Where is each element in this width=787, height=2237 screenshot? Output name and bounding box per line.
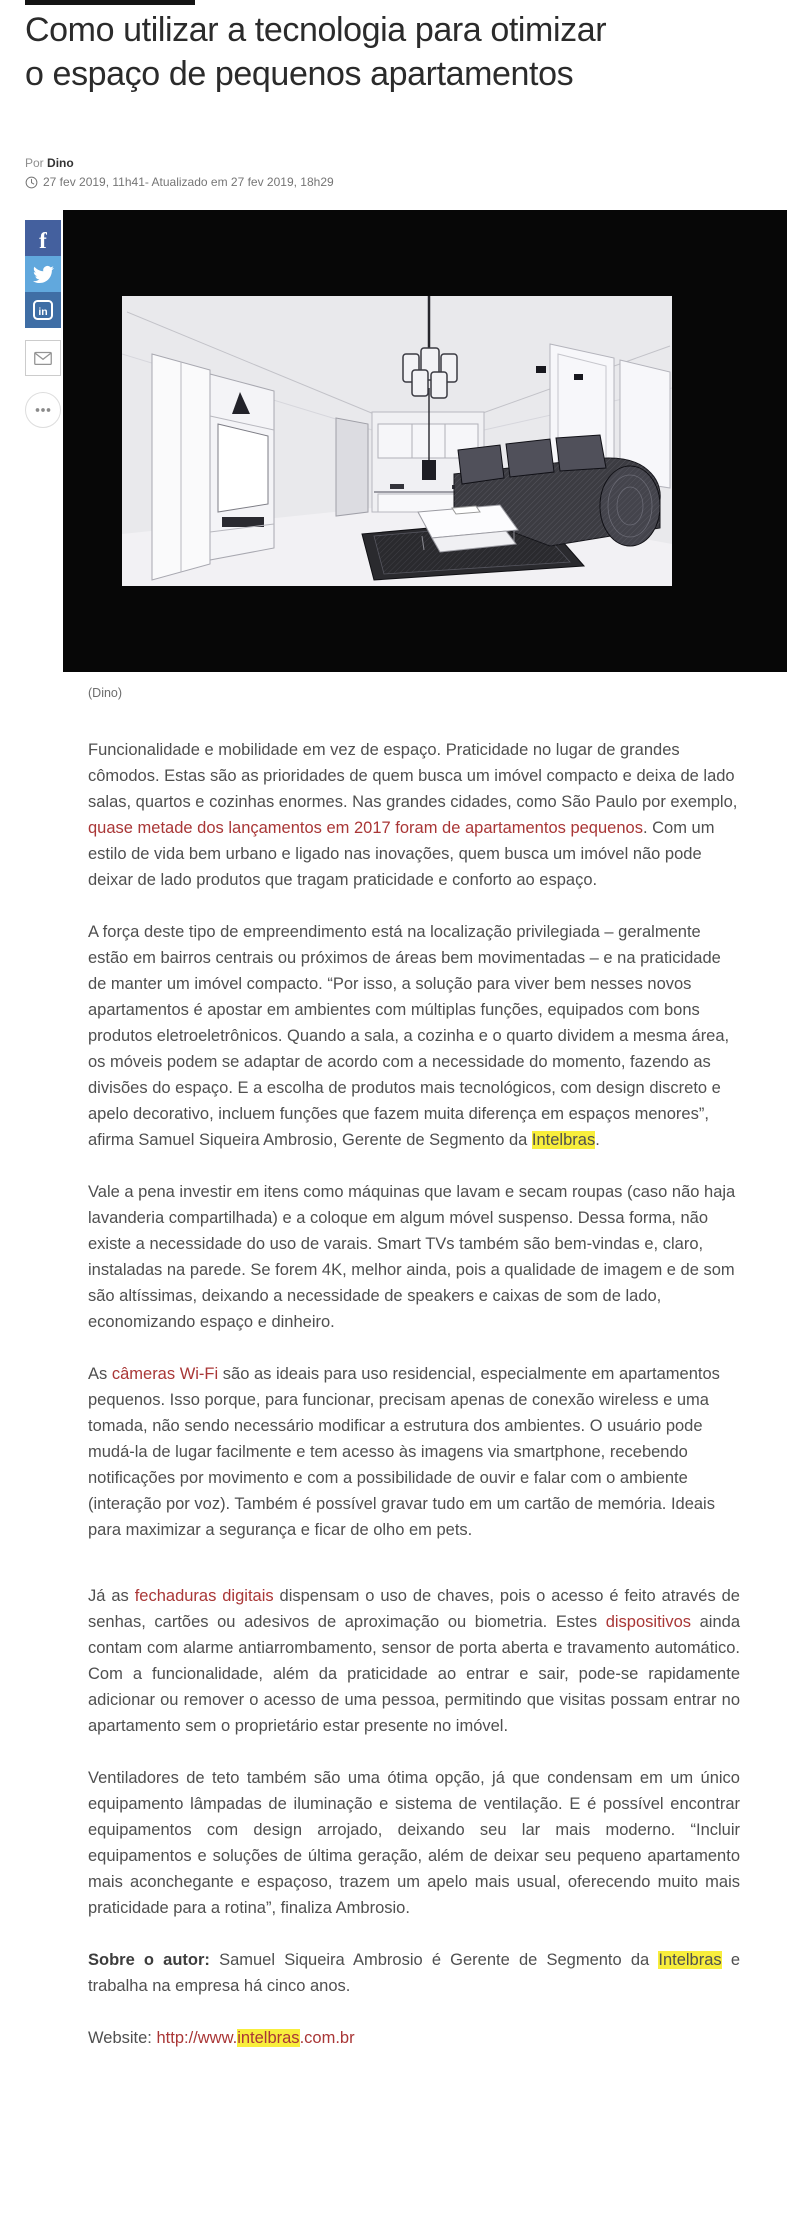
article-paragraph (88, 1179, 740, 1335)
hero-image (63, 210, 787, 672)
article-paragraph (88, 919, 740, 1153)
inline-link[interactable]: http://www. (156, 2029, 238, 2047)
share-facebook-button[interactable] (25, 220, 61, 256)
article-body (88, 737, 740, 2077)
share-email-button[interactable] (25, 340, 61, 376)
highlighted-text: Intelbras (658, 1951, 722, 1969)
inline-link[interactable]: .com.br (299, 2029, 355, 2047)
inline-link[interactable]: quase metade dos lançamentos em 2017 foram de apartamentos pequenos (88, 819, 643, 837)
paragraph-text: Samuel Siqueira Ambrosio é Gerente de Segmento da (209, 1951, 659, 1969)
inline-link[interactable]: fechaduras digitais (134, 1587, 274, 1605)
article-paragraph (88, 737, 740, 893)
share-twitter-button[interactable] (25, 256, 61, 292)
paragraph-text: As (88, 1365, 112, 1383)
paragraph-text: são as ideais para uso residencial, especialmente em apartamentos pequenos. Isso porque, para funcionar, precisam apenas de conexão wireless e uma tomada, não sendo necessário modificar a estrutura dos ambientes. O usuário pode mudá-la de lugar facilmente e tem acesso às imagens via smartphone, recebendo notificações por movimento e com a possibilidade de ouvir e falar com o ambiente (interação por voz). Também é possível gravar tudo em um cartão de memória. Ideais para maximizar a segurança e ficar de olho em pets. (88, 1365, 720, 1539)
envelope-icon (32, 347, 54, 369)
twitter-icon (33, 264, 54, 285)
byline (25, 156, 74, 170)
paragraph-text: Já as (88, 1587, 135, 1605)
dateline (25, 175, 334, 189)
article-paragraph (88, 1361, 740, 1543)
paragraph-text: dispensam o uso de chaves, pois o acesso é feito através de senhas, cartões ou adesivos de aproximação ou biometria. Estes (88, 1587, 740, 1631)
paragraph-text: Vale a pena investir em itens como máquinas que lavam e secam roupas (caso não haja lavanderia compartilhada) e a coloque em algum móvel suspenso. Dessa forma, não existe a necessidade do uso de varais. Smart TVs também são bem-vindas e, claro, instaladas na parede. Se forem 4K, melhor ainda, pois a qualidade de imagem e de som são altíssimas, deixando a necessidade de speakers e caixas de som de lado, economizando espaço e dinheiro. (88, 1183, 736, 1331)
apartment-wireframe-render (122, 296, 672, 586)
page-title: Como utilizar a tecnologia para otimizar o espaço de pequenos apartamentos (25, 11, 607, 93)
inline-link[interactable]: intelbras (237, 2029, 300, 2047)
facebook-icon: f (39, 228, 47, 253)
highlighted-text: Intelbras (531, 1131, 596, 1149)
paragraph-text: A força deste tipo de empreendimento está na localização privilegiada – geralmente estão em bairros centrais ou próximos de áreas bem movimentadas – e na praticidade de manter um imóvel compacto. “Por isso, a solução para viver bem nesses novos apartamentos é apostar em ambientes com múltiplas funções, equipados com bons produtos eletroeletrônicos. Quando a sala, a cozinha e o quarto dividem a mesma área, os móveis podem se adaptar de acordo com a necessidade do momento, fazendo as divisões do espaço. E a escolha de produtos mais tecnológicos, com design discreto e apelo decorativo, incluem funções que fazem muita diferença em espaços menores”, afirma Samuel Siqueira Ambrosio, Gerente de Segmento da (88, 923, 730, 1149)
paragraph-text: . Com um estilo de vida bem urbano e ligado nas inovações, quem busca um imóvel não pode deixar de lado produtos que tragam praticidade e conforto ao espaço. (88, 819, 715, 889)
share-more-button[interactable] (25, 392, 61, 428)
byline-author[interactable]: Dino (47, 156, 74, 170)
inline-link[interactable]: câmeras Wi-Fi (111, 1365, 219, 1383)
paragraph-text: . (595, 1131, 600, 1149)
paragraph-text: Funcionalidade e mobilidade em vez de espaço. Praticidade no lugar de grandes cômodos. Estas são as prioridades de quem busca um imóvel compacto e deixa de lado salas, quartos e cozinhas enormes. Nas grandes cidades, como São Paulo por exemplo, (88, 741, 738, 811)
article-paragraph (88, 1583, 740, 1739)
linkedin-icon (25, 292, 61, 328)
ellipsis-icon (32, 399, 54, 421)
paragraph-text: Ventiladores de teto também são uma ótima opção, já que condensam em um único equipamento lâmpadas de iluminação e sistema de ventilação. E é possível encontrar equipamentos com design arrojado, deixando seu lar mais moderno. “Incluir equipamentos e soluções de última geração, além de deixar seu pequeno apartamento mais aconchegante e espaçoso, trazem um apelo mais usual, oferecendo muito mais praticidade para a rotina”, finaliza Ambrosio. (88, 1769, 740, 1917)
paragraph-text: ainda contam com alarme antiarrombamento, sensor de porta aberta e travamento automático. Com a funcionalidade, além da praticidade ao entrar e sair, pode-se rapidamente adicionar ou remover o acesso de uma pessoa, permitindo que visitas possam entrar no apartamento sem o proprietário estar presente no imóvel. (88, 1613, 740, 1735)
article-paragraph (88, 2025, 740, 2051)
byline-prefix: Por (25, 156, 44, 170)
svg-text:in: in (38, 305, 48, 318)
inline-link[interactable]: dispositivos (605, 1613, 692, 1631)
image-caption: (Dino) (88, 686, 123, 700)
paragraph-text: Website: (88, 2029, 157, 2047)
paragraph-text: Sobre o autor: (88, 1951, 210, 1969)
category-tag-fragment (25, 0, 195, 5)
dateline-text: 27 fev 2019, 11h41- Atualizado em 27 fev 2019, 18h29 (43, 175, 334, 189)
article-paragraph (88, 1947, 740, 1999)
paragraph-text: e trabalha na empresa há cinco anos. (88, 1951, 740, 1995)
share-linkedin-button[interactable] (25, 292, 61, 328)
article-paragraph (88, 1765, 740, 1921)
share-rail (25, 220, 63, 428)
clock-icon (25, 176, 38, 189)
